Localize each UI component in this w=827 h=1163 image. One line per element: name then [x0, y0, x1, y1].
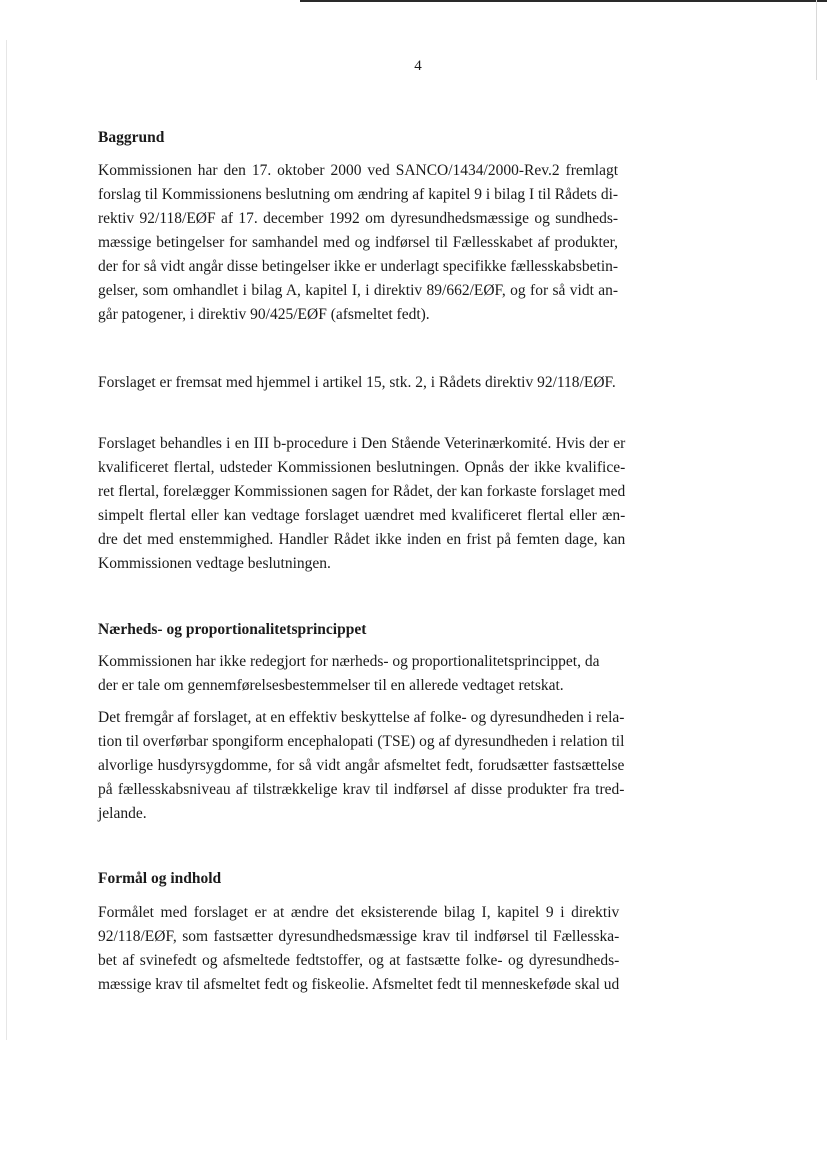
paragraph-naerhed-1: [98, 650, 599, 698]
text-line: forslag til Kommissionens beslutning om ændring af kapitel 9 i bilag I til Rådets di-: [98, 186, 619, 203]
text-line: mæssige krav til afsmeltet fedt og fiskeolie. Afsmeltet fedt til menneskeføde skal ud: [98, 976, 620, 993]
text-line: Kommissionen har ikke redegjort for nærheds- og proportionalitetsprincippet, da: [98, 653, 600, 670]
text-line: jelande.: [98, 805, 147, 822]
paragraph-naerhed-2: [98, 706, 624, 826]
text-line: Det fremgår af forslaget, at en effektiv beskyttelse af folke- og dyresundheden i rela-: [98, 709, 625, 726]
text-line: Forslaget er fremsat med hjemmel i artikel 15, stk. 2, i Rådets direktiv 92/118/EØF.: [98, 374, 616, 391]
text-line: alvorlige husdyrsygdomme, for så vidt angår afsmeltet fedt, forudsætter fastsættelse: [98, 757, 625, 774]
paragraph-hjemmel: [98, 371, 616, 395]
text-line: kvalificeret flertal, udsteder Kommissionen beslutningen. Opnås der ikke kvalifice-: [98, 459, 626, 476]
heading-baggrund: Baggrund: [98, 129, 165, 146]
text-line: Kommissionen har den 17. oktober 2000 ved SANCO/1434/2000-Rev.2 fremlagt: [98, 162, 619, 179]
text-line: rektiv 92/118/EØF af 17. december 1992 om dyresundhedsmæssige og sundheds-: [98, 210, 619, 227]
text-line: Forslaget behandles i en III b-procedure i Den Stående Veterinærkomité. Hvis der er: [98, 435, 626, 452]
heading-formaal: Formål og indhold: [98, 870, 222, 887]
text-line: gelser, som omhandlet i bilag A, kapitel I, i direktiv 89/662/EØF, og for så vidt an-: [98, 282, 619, 299]
paragraph-baggrund: [98, 159, 618, 327]
text-line: dre det med enstemmighed. Handler Rådet ikke inden en frist på femten dage, kan: [98, 531, 626, 548]
scan-edge-left: [6, 40, 7, 1040]
text-line: 92/118/EØF, som fastsætter dyresundhedsmæssige krav til indførsel til Fællesska-: [98, 928, 620, 945]
text-line: ret flertal, forelægger Kommissionen sagen for Rådet, der kan forkaste forslaget med: [98, 483, 626, 500]
text-line: der for så vidt angår disse betingelser ikke er underlagt specifikke fællesskabsbetin-: [98, 258, 619, 275]
text-line: Kommissionen vedtage beslutningen.: [98, 555, 331, 572]
text-line: på fællesskabsniveau af tilstrækkelige krav til indførsel af disse produkter fra tred-: [98, 781, 625, 798]
text-line: tion til overførbar spongiform encephalopati (TSE) og af dyresundheden i relation til: [98, 733, 625, 750]
paragraph-procedure: [98, 432, 625, 576]
text-line: simpelt flertal eller kan vedtage forslaget uændret med kvalificeret flertal eller æn-: [98, 507, 626, 524]
paragraph-formaal: [98, 901, 619, 997]
text-line: mæssige betingelser for samhandel med og indførsel til Fællesskabet af produkter,: [98, 234, 619, 251]
text-line: går patogener, i direktiv 90/425/EØF (afsmeltet fedt).: [98, 306, 430, 323]
page-number: 4: [414, 58, 422, 74]
heading-naerhed: Nærheds- og proportionalitetsprincippet: [98, 621, 367, 638]
text-line: bet af svinefedt og afsmeltede fedtstoffer, og at fastsætte folke- og dyresundheds-: [98, 952, 620, 969]
text-line: der er tale om gennemførelsesbestemmelser til en allerede vedtaget retskat.: [98, 677, 564, 694]
text-line: Formålet med forslaget er at ændre det eksisterende bilag I, kapitel 9 i direktiv: [98, 904, 620, 921]
scan-edge-top: [300, 0, 827, 2]
